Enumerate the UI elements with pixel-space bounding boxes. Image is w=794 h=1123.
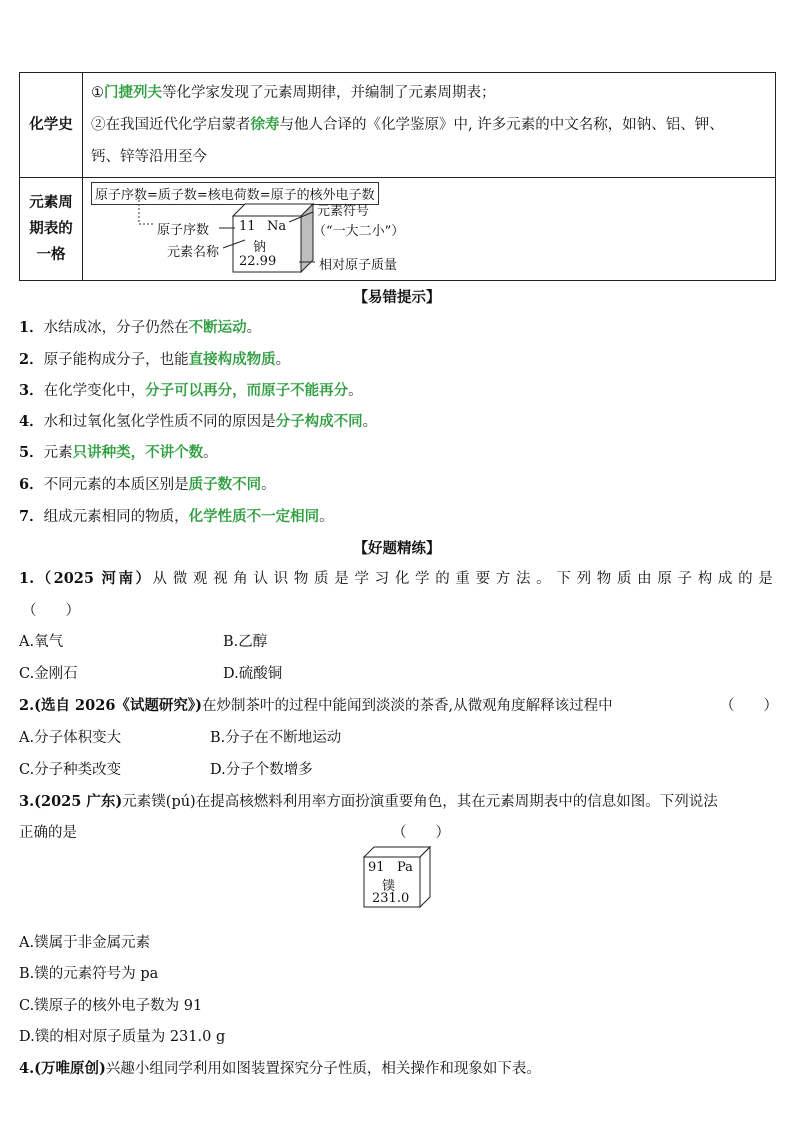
q3-source: (2025 广东) <box>34 793 123 810</box>
q2-text: 在炒制茶叶的过程中能闻到淡淡的茶香,从微观角度解释该过程中 <box>202 698 613 714</box>
tip-item: 4．水和过氧化氢化学性质不同的原因是分子构成不同。 <box>19 413 378 430</box>
info-table <box>19 72 776 281</box>
q2-option-d: D.分子个数增多 <box>210 762 313 778</box>
tip-item: 6．不同元素的本质区别是质子数不同。 <box>19 476 276 493</box>
q1-text: 从微观视角认识物质是学习化学的重要方法。下列物质由原子构成的是 <box>152 571 777 587</box>
mass-label: 相对原子质量 <box>319 258 398 273</box>
q1-option-d: D.硫酸铜 <box>223 666 283 682</box>
tip-item: 7．组成元素相同的物质，化学性质不一定相同。 <box>19 508 334 525</box>
formula-box: 原子序数=质子数=核电荷数=原子的核外电子数 <box>91 182 379 205</box>
pa-mass: 231.0 <box>372 891 410 906</box>
question-1: 1.（2025 河南）从微观视角认识物质是学习化学的重要方法。下列物质由原子构成的是 <box>19 570 777 587</box>
q2-paren: （ ） <box>720 698 778 714</box>
tile-symbol: Na <box>267 219 287 234</box>
symbol-label: 元素符号 <box>317 204 370 219</box>
tile-name: 钠 <box>253 240 267 255</box>
q3-text-2: 正确的是 <box>19 825 77 841</box>
q3-option-b: B.镤的元素符号为 pa <box>19 966 159 982</box>
q4-text: 兴趣小组同学利用如图装置探究分子性质，相关操作和现象如下表。 <box>105 1061 541 1077</box>
history-line-2: ②在我国近代化学启蒙者徐寿与他人合译的《化学鉴原》中, 许多元素的中文名称，如钠、铝、钾、 <box>91 116 724 133</box>
xushou-name: 徐寿 <box>250 116 280 133</box>
q3-option-c: C.镤原子的核外电子数为 91 <box>19 998 203 1014</box>
q1-option-c: C.金刚石 <box>19 666 78 682</box>
element-cell-diagram <box>83 178 776 281</box>
pa-name: 镤 <box>382 879 396 894</box>
atomic-number-label: 原子序数 <box>157 223 210 238</box>
tips-title: 【易错提示】 <box>353 289 441 306</box>
q2-option-c: C.分子种类改变 <box>19 762 122 778</box>
q1-option-b: B.乙醇 <box>223 634 268 650</box>
q3-text: 元素镤(pú)在提高核燃料利用率方面扮演重要角色，其在元素周期表中的信息如图。下列说法 <box>122 794 718 810</box>
q3-paren: （ ） <box>392 825 450 841</box>
q1-paren: （ ） <box>22 603 80 619</box>
q4-source: (万唯原创) <box>34 1060 106 1077</box>
question-2: 2.(选自 2026《试题研究》)在炒制茶叶的过程中能闻到淡淡的茶香,从微观角度解释该过程中 <box>19 697 613 714</box>
history-line-3: 钙、锌等沿用至今 <box>91 149 207 165</box>
question-4: 4.(万唯原创)兴趣小组同学利用如图装置探究分子性质，相关操作和现象如下表。 <box>19 1060 541 1077</box>
history-content <box>83 73 776 178</box>
tip-item: 5．元素只讲种类，不讲个数。 <box>19 444 218 461</box>
cell-label: 元素周 期表的 一格 <box>20 178 83 281</box>
q3-option-d: D.镤的相对原子质量为 231.0 g <box>19 1029 226 1045</box>
history-line-1: ①门捷列夫等化学家发现了元素周期律，并编制了元素周期表； <box>91 84 496 101</box>
q1-source: （2025 河南） <box>34 570 153 587</box>
q2-option-b: B.分子在不断地运动 <box>210 730 342 746</box>
tile-mass: 22.99 <box>239 254 277 269</box>
tile-number: 11 <box>239 219 256 234</box>
history-label: 化学史 <box>20 73 83 178</box>
mendeleev-name: 门捷列夫 <box>104 84 162 101</box>
pa-number: 91 <box>368 860 385 875</box>
question-3: 3.(2025 广东)元素镤(pú)在提高核燃料利用率方面扮演重要角色，其在元素周期表中的信息如图。下列说法 <box>19 793 718 810</box>
practice-title: 【好题精练】 <box>353 540 441 557</box>
tip-item: 1．水结成冰，分子仍然在不断运动。 <box>19 319 262 336</box>
q2-source: (选自 2026《试题研究》) <box>34 697 203 714</box>
element-name-label: 元素名称 <box>167 245 220 260</box>
pa-symbol: Pa <box>397 860 413 875</box>
tip-item: 3．在化学变化中，分子可以再分，而原子不能再分。 <box>19 382 363 399</box>
q1-option-a: A.氧气 <box>19 634 64 650</box>
q3-option-a: A.镤属于非金属元素 <box>19 935 151 951</box>
tip-item: 2．原子能构成分子，也能直接构成物质。 <box>19 351 291 368</box>
q2-option-a: A.分子体积变大 <box>19 730 122 746</box>
symbol-note: （“一大二小”） <box>313 224 405 239</box>
